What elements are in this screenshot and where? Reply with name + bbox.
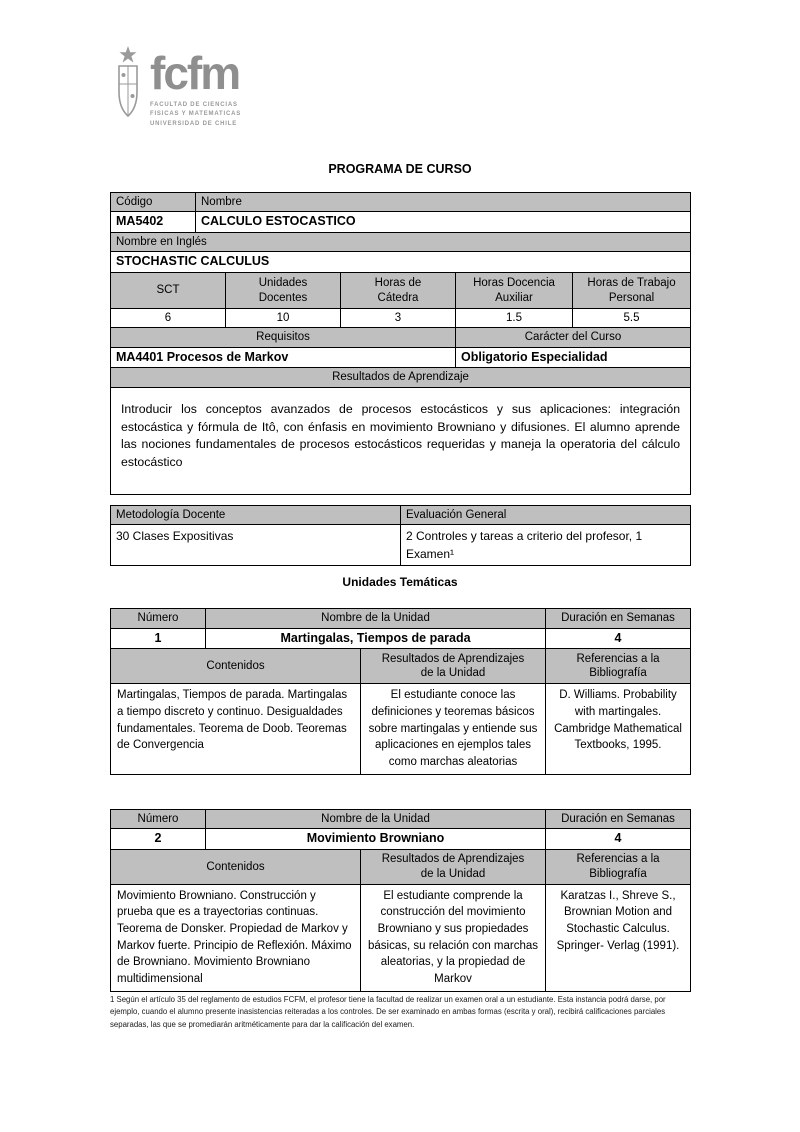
horas-docencia-label: Horas Docencia Auxiliar xyxy=(456,273,573,309)
nombre-label: Nombre xyxy=(196,193,691,212)
duracion-label: Duración en Semanas xyxy=(546,609,691,628)
metodologia-value: 30 Clases Expositivas xyxy=(111,525,401,566)
nombre-ingles-value: STOCHASTIC CALCULUS xyxy=(111,252,691,273)
table-row xyxy=(111,849,691,884)
nombre-value: CALCULO ESTOCASTICO xyxy=(196,212,691,233)
course-info-table xyxy=(110,192,691,495)
evaluacion-value: 2 Controles y tareas a criterio del profesor, 1 Examen¹ xyxy=(401,525,691,566)
caracter-value: Obligatorio Especialidad xyxy=(456,347,691,368)
table-row xyxy=(111,506,691,525)
table-row xyxy=(111,252,691,273)
resultados-unidad-label: Resultados de Aprendizajes de la Unidad xyxy=(361,849,546,884)
unit-resultados: El estudiante comprende la construcción del movimiento Browniano y sus propiedades básicas, su relación con marchas aleatorias, y la propiedad de Markov xyxy=(361,884,546,991)
sct-label: SCT xyxy=(111,273,226,309)
table-row xyxy=(111,193,691,212)
caracter-label: Carácter del Curso xyxy=(456,328,691,347)
unit-contenidos: Martingalas, Tiempos de parada. Martingalas a tiempo discreto y continuo. Desigualdades fundamentales. Teorema de Doob. Teoremas de Convergencia xyxy=(111,684,361,774)
horas-catedra-label: Horas de Cátedra xyxy=(341,273,456,309)
table-row xyxy=(111,628,691,649)
table-row xyxy=(111,309,691,328)
logo-caption-line: FISICAS Y MATEMATICAS xyxy=(150,111,242,118)
numero-label: Número xyxy=(111,609,206,628)
horas-catedra-value: 3 xyxy=(341,309,456,328)
unidades-docentes-value: 10 xyxy=(226,309,341,328)
resultados-unidad-label: Resultados de Aprendizajes de la Unidad xyxy=(361,649,546,684)
nombre-unidad-label: Nombre de la Unidad xyxy=(206,809,546,828)
document-content xyxy=(110,162,690,992)
nombre-unidad-label: Nombre de la Unidad xyxy=(206,609,546,628)
requisitos-label: Requisitos xyxy=(111,328,456,347)
unidades-tematicas-heading: Unidades Temáticas xyxy=(342,575,458,590)
nombre-ingles-label: Nombre en Inglés xyxy=(111,233,691,252)
metodologia-table xyxy=(110,505,691,566)
table-row xyxy=(111,273,691,309)
contenidos-label: Contenidos xyxy=(111,849,361,884)
fcfm-logo xyxy=(113,44,241,129)
unit-nombre-value: Movimiento Browniano xyxy=(206,829,546,850)
table-row xyxy=(111,829,691,850)
unit-duracion-value: 4 xyxy=(546,628,691,649)
fcfm-wordmark: fcfm xyxy=(150,47,240,99)
referencias-label: Referencias a la Bibliografía xyxy=(546,849,691,884)
unit-duracion-value: 4 xyxy=(546,829,691,850)
unit-contenidos: Movimiento Browniano. Construcción y prueba que es a trayectorias continuas. Teorema de Donsker. Propiedad de Markov y Markov fuerte. Principio de Reflexión. Máximo de Browniano. Movimiento Browniano multidimensional xyxy=(111,884,361,991)
logo-caption xyxy=(150,101,241,130)
unit-resultados: El estudiante conoce las definiciones y teoremas básicos sobre martingalas y entiende sus aplicaciones en ejemplos tales como marchas aleatorias xyxy=(361,684,546,774)
metodologia-label: Metodología Docente xyxy=(111,506,401,525)
numero-label: Número xyxy=(111,809,206,828)
table-row xyxy=(111,809,691,828)
table-row xyxy=(111,368,691,387)
requisitos-value: MA4401 Procesos de Markov xyxy=(111,347,456,368)
codigo-value: MA5402 xyxy=(111,212,196,233)
table-row xyxy=(111,212,691,233)
table-row xyxy=(111,328,691,347)
unit-nombre-value: Martingalas, Tiempos de parada xyxy=(206,628,546,649)
table-row xyxy=(111,884,691,991)
unit-referencias: D. Williams. Probability with martingales. Cambridge Mathematical Textbooks, 1995. xyxy=(546,684,691,774)
logo-caption-line: FACULTAD DE CIENCIAS xyxy=(150,101,238,108)
table-row xyxy=(111,609,691,628)
table-row xyxy=(111,233,691,252)
page-title: PROGRAMA DE CURSO xyxy=(328,162,472,176)
resultados-aprendizaje-label: Resultados de Aprendizaje xyxy=(111,368,691,387)
resultados-aprendizaje-text: Introducir los conceptos avanzados de procesos estocásticos y sus aplicaciones: integración estocástica y fórmula de Itô, con énfasis en movimiento Browniano y difusiones. El alumno aprende las nociones fundamentales de procesos estocásticos requeridas y maneja la operatoria del cálculo estocástico xyxy=(111,387,691,494)
table-row xyxy=(111,387,691,494)
codigo-label: Código xyxy=(111,193,196,212)
horas-trabajo-value: 5.5 xyxy=(573,309,691,328)
logo-caption-line: UNIVERSIDAD DE CHILE xyxy=(150,120,238,127)
unit-numero-value: 2 xyxy=(111,829,206,850)
unit-referencias: Karatzas I., Shreve S., Brownian Motion and Stochastic Calculus. Springer- Verlag (1991). xyxy=(546,884,691,991)
table-row xyxy=(111,649,691,684)
table-row xyxy=(111,684,691,774)
unidades-docentes-label: Unidades Docentes xyxy=(226,273,341,309)
referencias-label: Referencias a la Bibliografía xyxy=(546,649,691,684)
contenidos-label: Contenidos xyxy=(111,649,361,684)
unit-2-table xyxy=(110,809,691,992)
university-crest-icon xyxy=(113,44,143,120)
horas-docencia-value: 1.5 xyxy=(456,309,573,328)
unit-1-table xyxy=(110,608,691,774)
duracion-label: Duración en Semanas xyxy=(546,809,691,828)
table-row xyxy=(111,347,691,368)
footnote: 1 Según el artículo 35 del reglamento de estudios FCFM, el profesor tiene la facultad de realizar un examen oral a un estudiante. Esta instancia podrá darse, por ejemplo, cuando el alumno presente inasistencias reiteradas a los controles. De ser examinado en ambas formas (escrita y oral), recibirá calificaciones parciales separadas, las que se promediarán aritméticamente para dar la calificación del examen. xyxy=(110,995,666,1029)
horas-trabajo-label: Horas de Trabajo Personal xyxy=(573,273,691,309)
sct-value: 6 xyxy=(111,309,226,328)
unit-numero-value: 1 xyxy=(111,628,206,649)
table-row xyxy=(111,525,691,566)
evaluacion-label: Evaluación General xyxy=(401,506,691,525)
